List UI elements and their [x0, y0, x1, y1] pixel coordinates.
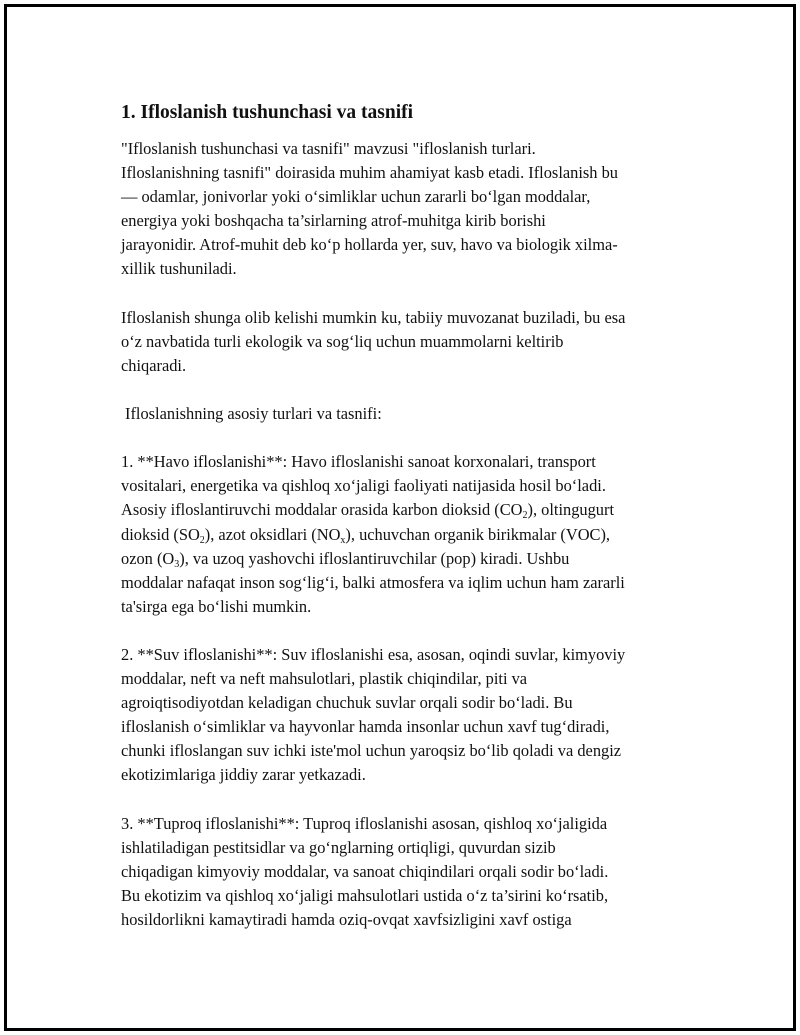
soil-line-3: chiqadigan kimyoviy moddalar, va sanoat chiqindilari orqali sodir bo‘ladi. [121, 861, 609, 881]
air-line-3-text-b: ), oltingugurt [527, 500, 615, 520]
intro-line-4: energiya yoki boshqacha ta’sirlarning atrof-muhitga kirib borishi [121, 211, 546, 231]
paragraph-gap [121, 282, 701, 306]
air-line-4-text-a: dioksid (SO [121, 524, 200, 544]
o3-subscript: 3 [174, 558, 180, 570]
paragraph-gap [121, 378, 701, 402]
water-line-3: agroiqtisodiyotdan keladigan chuchuk suvlar orqali sodir bo‘ladi. Bu [121, 693, 573, 713]
water-line-5: chunki ifloslangan suv ichki iste'mol uchun yaroqsiz bo‘lib qoladi va dengiz [121, 741, 622, 761]
air-line-4-text-c: ), uchuvchan organik birikmalar (VOC), [345, 524, 611, 544]
air-line-7: ta'sirga ega bo‘lishi mumkin. [121, 596, 312, 616]
air-line-4-text-b: ), azot oksidlari (NO [204, 524, 341, 544]
water-line-4: ifloslanish o‘simliklar va hayvonlar hamda insonlar uchun xavf tug‘diradi, [121, 717, 610, 737]
soil-line-1: 3. **Tuproq ifloslanishi**: Tuproq ifloslanishi asosan, qishloq xo‘jaligida [121, 813, 608, 833]
intro-paragraph [121, 137, 701, 306]
air-line-5 [121, 547, 701, 571]
soil-line-2: ishlatiladigan pestitsidlar va go‘nglarning ortiqligi, quvurdan sizib [121, 837, 556, 857]
paragraph-gap [121, 619, 701, 643]
intro-line-1: "Ifloslanish tushunchasi va tasnifi" mavzusi "ifloslanish turlari. [121, 139, 536, 158]
consequence-paragraph [121, 306, 701, 402]
water-line-2: moddalar, neft va neft mahsulotlari, plastik chiqindilar, piti va [121, 669, 528, 689]
water-pollution-paragraph [121, 643, 701, 812]
intro-line-6: xillik tushuniladi. [121, 259, 237, 279]
paragraph-gap [121, 788, 701, 812]
document-body [121, 101, 701, 932]
paragraph-gap [121, 426, 701, 450]
air-line-3-text-a: Asosiy ifloslantiruvchi moddalar orasida karbon dioksid (CO [121, 500, 523, 520]
air-line-5-text-b: ), va uzoq yashovchi ifloslantiruvchilar (pop) kiradi. Ushbu [179, 548, 570, 568]
intro-line-3: — odamlar, jonivorlar yoki o‘simliklar uchun zararli bo‘lgan moddalar, [121, 187, 591, 207]
consequence-line-3: chiqaradi. [121, 355, 187, 375]
types-intro-paragraph [121, 402, 701, 450]
air-line-1: 1. **Havo ifloslanishi**: Havo ifloslanishi sanoat korxonalari, transport [121, 452, 596, 472]
nox-subscript: x [340, 534, 346, 546]
intro-line-5: jarayonidir. Atrof-muhit deb ko‘p hollarda yer, suv, havo va biologik xilma- [121, 235, 618, 255]
so2-subscript: 2 [199, 534, 205, 546]
consequence-line-2: o‘z navbatida turli ekologik va sog‘liq uchun muammolarni keltirib [121, 331, 564, 351]
soil-line-5: hosildorlikni kamaytiradi hamda oziq-ovqat xavfsizligini xavf ostiga [121, 910, 572, 929]
page-frame [4, 4, 796, 1031]
soil-pollution-paragraph [121, 812, 701, 932]
soil-line-4: Bu ekotizim va qishloq xo‘jaligi mahsulotlari ustida o‘z ta’sirini ko‘rsatib, [121, 885, 609, 905]
consequence-line-1: Ifloslanish shunga olib kelishi mumkin ku, tabiiy muvozanat buziladi, bu esa [121, 307, 626, 327]
air-line-5-text-a: ozon (O [121, 548, 175, 568]
water-line-6: ekotizimlariga jiddiy zarar yetkazadi. [121, 765, 366, 785]
section-heading: 1. Ifloslanish tushunchasi va tasnifi [121, 102, 414, 123]
air-pollution-paragraph [121, 450, 701, 643]
air-line-3 [121, 498, 701, 522]
types-intro-line: Ifloslanishning asosiy turlari va tasnifi: [125, 404, 382, 424]
water-line-1: 2. **Suv ifloslanishi**: Suv ifloslanishi esa, asosan, oqindi suvlar, kimyoviy [121, 644, 626, 664]
air-line-6: moddalar nafaqat inson sog‘lig‘i, balki atmosfera va iqlim uchun ham zararli [121, 572, 625, 592]
co2-subscript: 2 [522, 510, 528, 522]
air-line-4 [121, 523, 701, 547]
air-line-2: vositalari, energetika va qishloq xo‘jaligi faoliyati natijasida hosil bo‘ladi. [121, 476, 606, 496]
intro-line-2: Ifloslanishning tasnifi" doirasida muhim ahamiyat kasb etadi. Ifloslanish bu [121, 163, 618, 183]
